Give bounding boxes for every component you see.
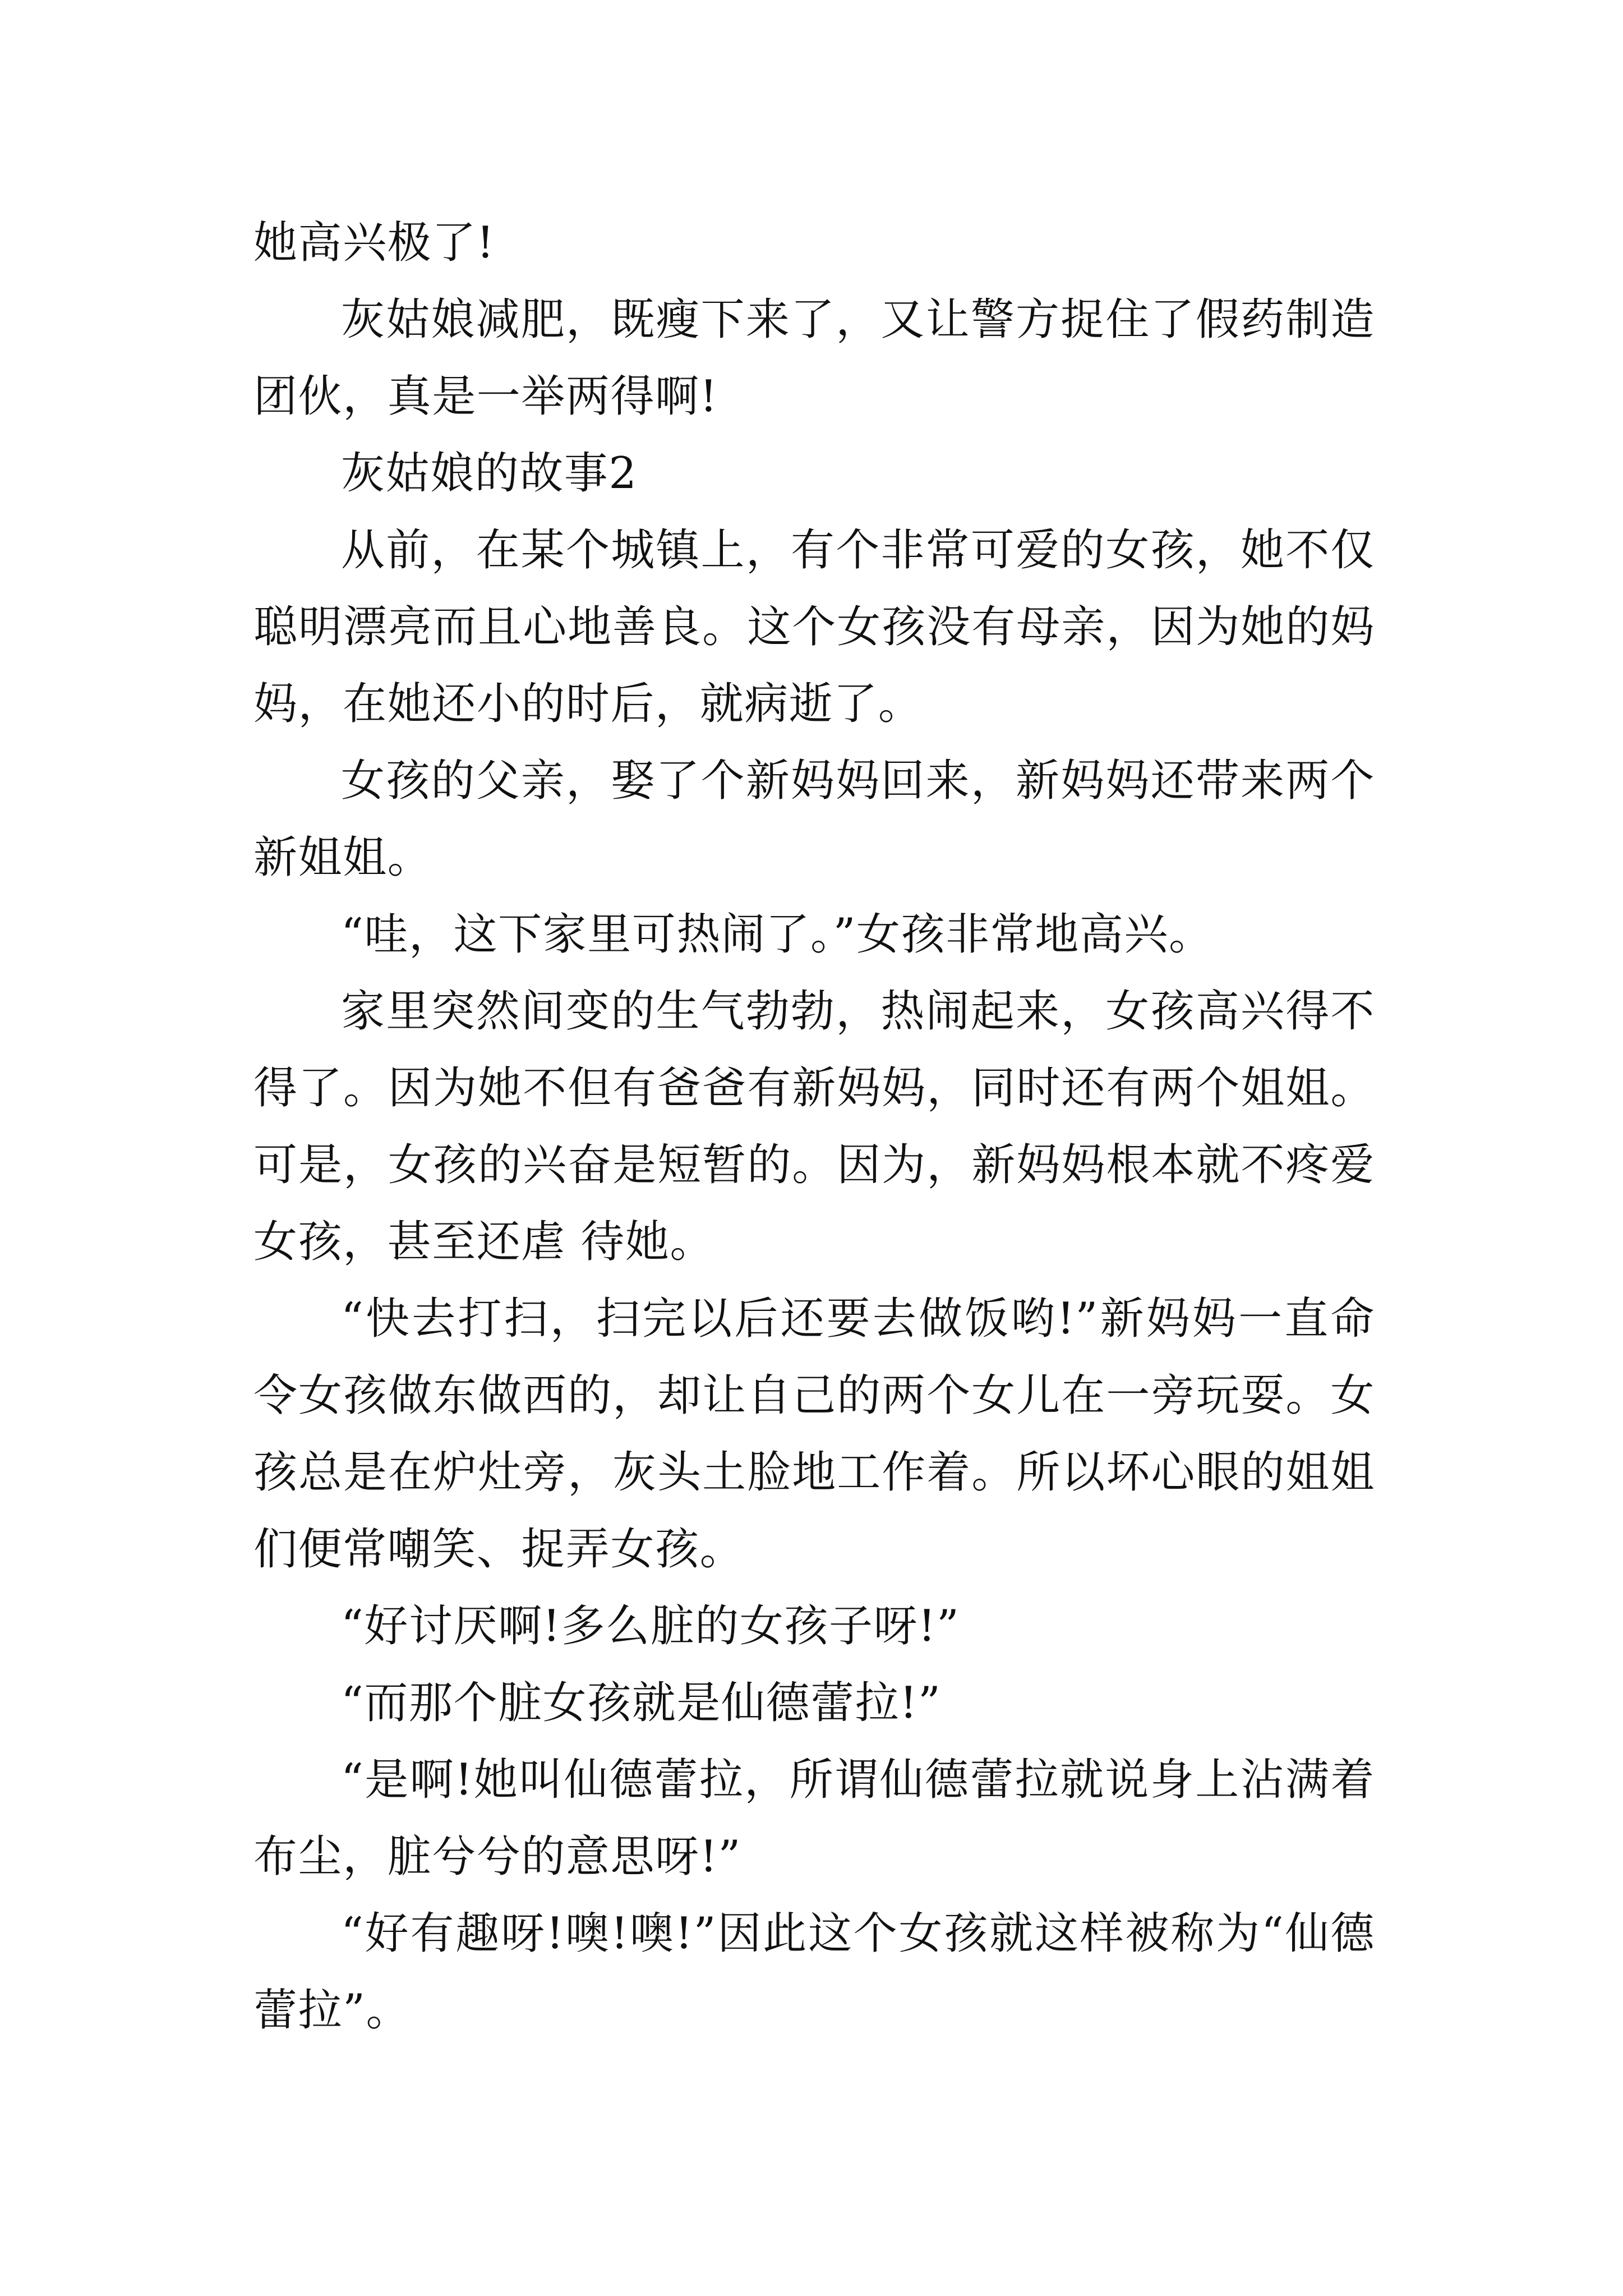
paragraph: 女孩的父亲，娶了个新妈妈回来，新妈妈还带来两个新姐姐。 (253, 756, 1375, 883)
paragraph: 灰姑娘减肥，既瘦下来了，又让警方捉住了假药制造团伙，真是一举两得啊! (253, 295, 1375, 422)
document-body (253, 205, 1375, 2049)
section-heading: 灰姑娘的故事2 (341, 448, 638, 499)
paragraph: 家里突然间变的生气勃勃，热闹起来，女孩高兴得不得了。因为她不但有爸爸有新妈妈，同时还有两个姐姐。可是，女孩的兴奋是短暂的。因为，新妈妈根本就不疼爱女孩，甚至还虐 待她。 (253, 986, 1375, 1267)
paragraph: “好讨厌啊!多么脏的女孩子呀!” (341, 1601, 960, 1651)
paragraph: “而那个脏女孩就是仙德蕾拉!” (341, 1678, 942, 1728)
paragraph: “快去打扫，扫完以后还要去做饭哟!”新妈妈一直命令女孩做东做西的，却让自己的两个女儿在一旁玩耍。女孩总是在炉灶旁，灰头土脸地工作着。所以坏心眼的姐姐们便常嘲笑、捉弄女孩。 (253, 1294, 1375, 1575)
paragraph: “哇，这下家里可热闹了。”女孩非常地高兴。 (341, 909, 1214, 960)
paragraph: 她高兴极了! (253, 218, 495, 268)
paragraph: 从前，在某个城镇上，有个非常可爱的女孩，她不仅聪明漂亮而且心地善良。这个女孩没有母亲，因为她的妈妈，在她还小的时后，就病逝了。 (253, 525, 1375, 729)
paragraph: “是啊!她叫仙德蕾拉，所谓仙德蕾拉就说身上沾满着布尘，脏兮兮的意思呀!” (253, 1755, 1375, 1882)
paragraph: “好有趣呀!噢!噢!”因此这个女孩就这样被称为“仙德蕾拉”。 (253, 1908, 1375, 2036)
